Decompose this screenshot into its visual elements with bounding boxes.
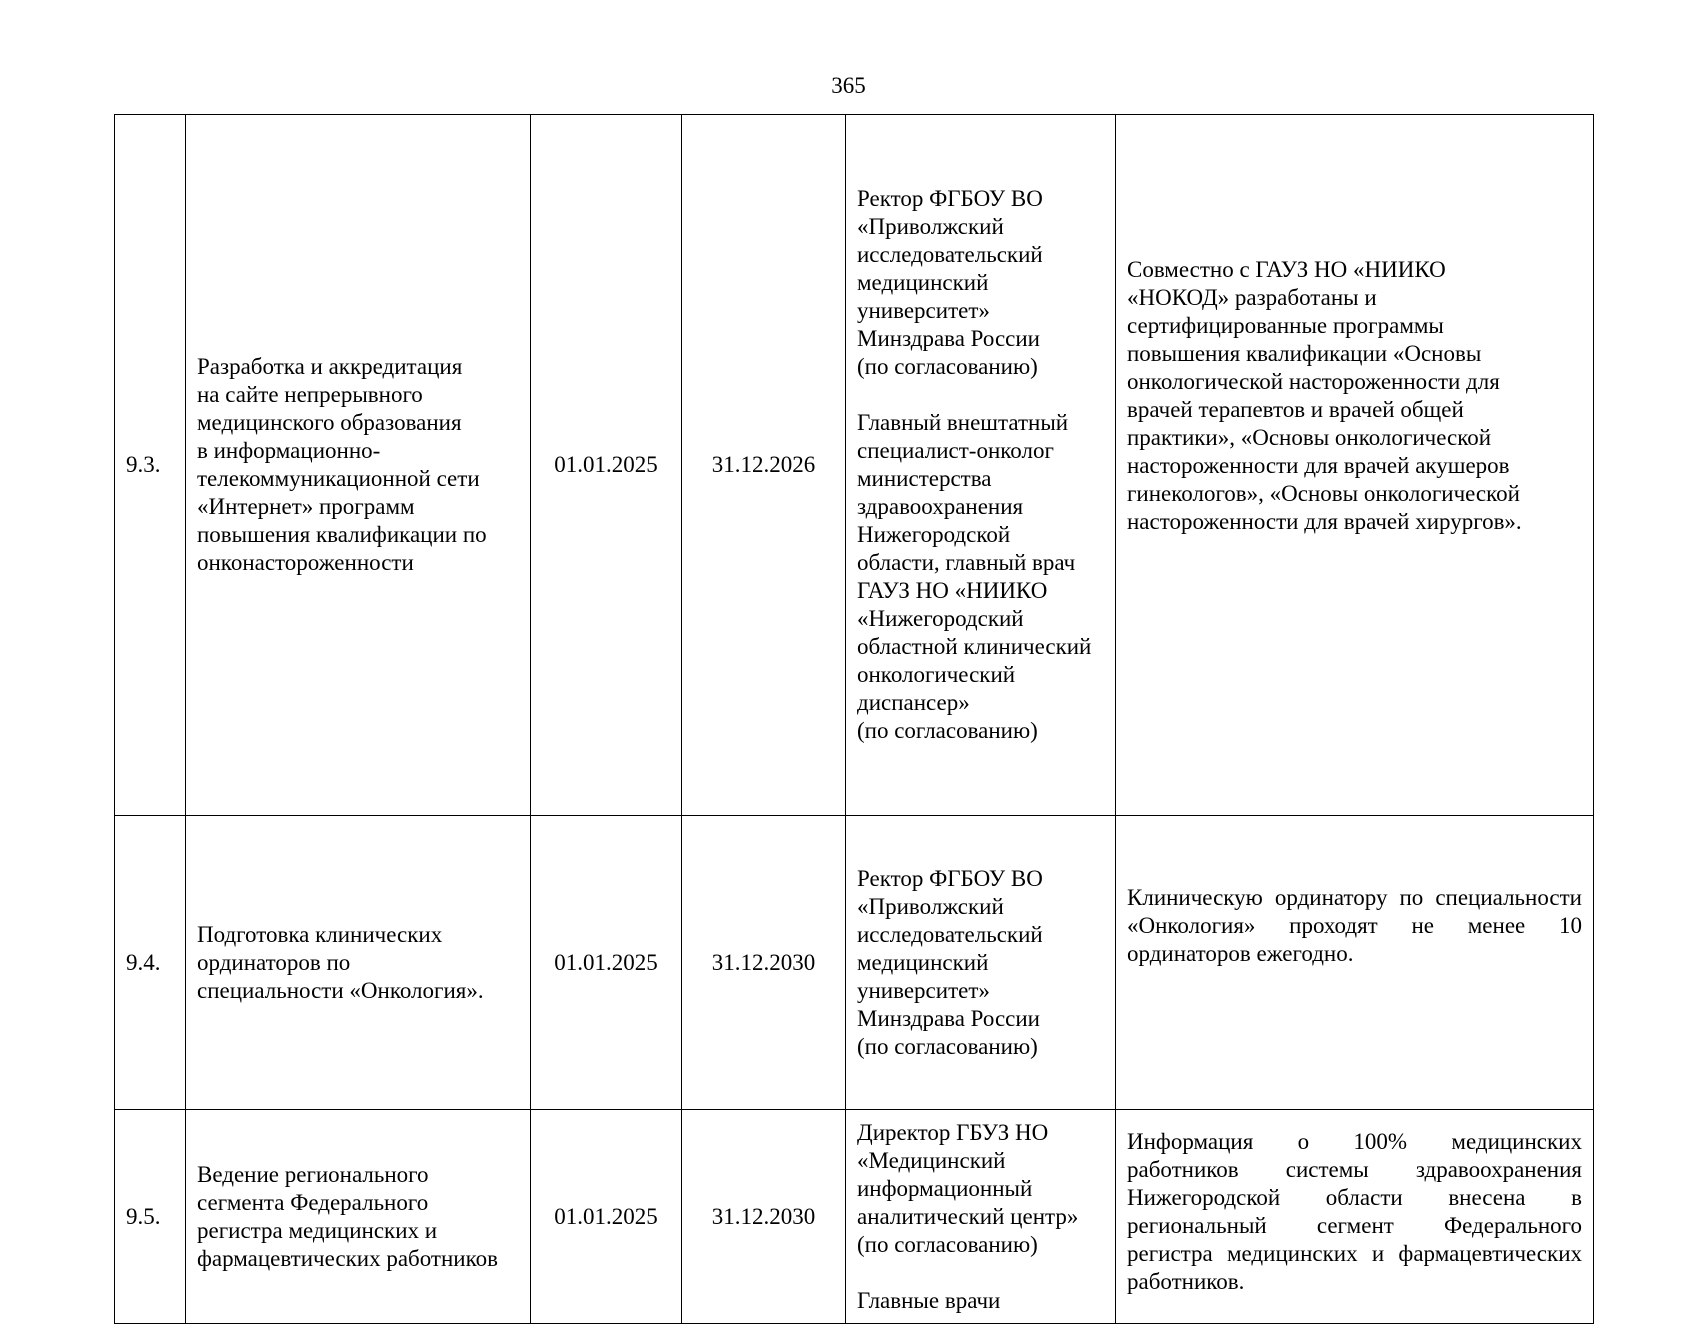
responsible-party: Ректор ФГБОУ ВО «Приволжский исследовательский медицинский университет» Минздрава России (по согласованию) Главный внештатный специалист-онколог министерства здравоохранения Нижегородской области, главный врач ГАУЗ НО «НИИКО «Нижегородский областной клинический онкологический диспансер» (по согласованию) — [846, 115, 1116, 816]
result-line: регистра медицинских и фармацевтических — [1127, 1241, 1582, 1266]
result-line: Информация о 100% медицинских — [1127, 1129, 1582, 1154]
item-number: 9.4. — [115, 816, 186, 1110]
result-line: «Онкология» проходят не менее 10 — [1127, 913, 1582, 938]
table-row — [115, 816, 1594, 1110]
start-date: 01.01.2025 — [531, 1110, 682, 1324]
table-row — [115, 1110, 1594, 1324]
start-date: 01.01.2025 — [531, 816, 682, 1110]
expected-result: Совместно с ГАУЗ НО «НИИКО «НОКОД» разработаны и сертифицированные программы повышения квалификации «Основы онкологической настороженности для врачей терапевтов и врачей общей практики», «Основы онкологической настороженности для врачей акушеров гинекологов», «Основы онкологической настороженности для врачей хирургов». — [1116, 115, 1594, 816]
item-number: 9.5. — [115, 1110, 186, 1324]
responsible-party: Директор ГБУЗ НО «Медицинский информационный аналитический центр» (по согласованию) Главные врачи — [846, 1110, 1116, 1324]
start-date: 01.01.2025 — [531, 115, 682, 816]
page-number: 365 — [831, 73, 866, 98]
result-line: работников. — [1127, 1269, 1245, 1294]
activity-description: Ведение регионального сегмента Федерального регистра медицинских и фармацевтических работников — [186, 1110, 531, 1324]
end-date: 31.12.2030 — [682, 816, 846, 1110]
result-line: Клиническую ординатору по специальности — [1127, 885, 1582, 910]
activity-description: Разработка и аккредитация на сайте непрерывного медицинского образования в информационно- телекоммуникационной сети «Интернет» программ повышения квалификации по онконастороженности — [186, 115, 531, 816]
item-number: 9.3. — [115, 115, 186, 816]
end-date: 31.12.2026 — [682, 115, 846, 816]
responsible-party: Ректор ФГБОУ ВО «Приволжский исследовательский медицинский университет» Минздрава России (по согласованию) — [846, 816, 1116, 1110]
result-line: Нижегородской области внесена в — [1127, 1185, 1582, 1210]
end-date: 31.12.2030 — [682, 1110, 846, 1324]
expected-result — [1116, 1110, 1594, 1324]
activity-description: Подготовка клинических ординаторов по специальности «Онкология». — [186, 816, 531, 1110]
result-line: региональный сегмент Федерального — [1127, 1213, 1582, 1238]
result-line: ординаторов ежегодно. — [1127, 941, 1354, 966]
expected-result — [1116, 816, 1594, 1110]
result-line: работников системы здравоохранения — [1127, 1157, 1582, 1182]
table-row — [115, 115, 1594, 816]
activities-table — [114, 114, 1594, 1324]
